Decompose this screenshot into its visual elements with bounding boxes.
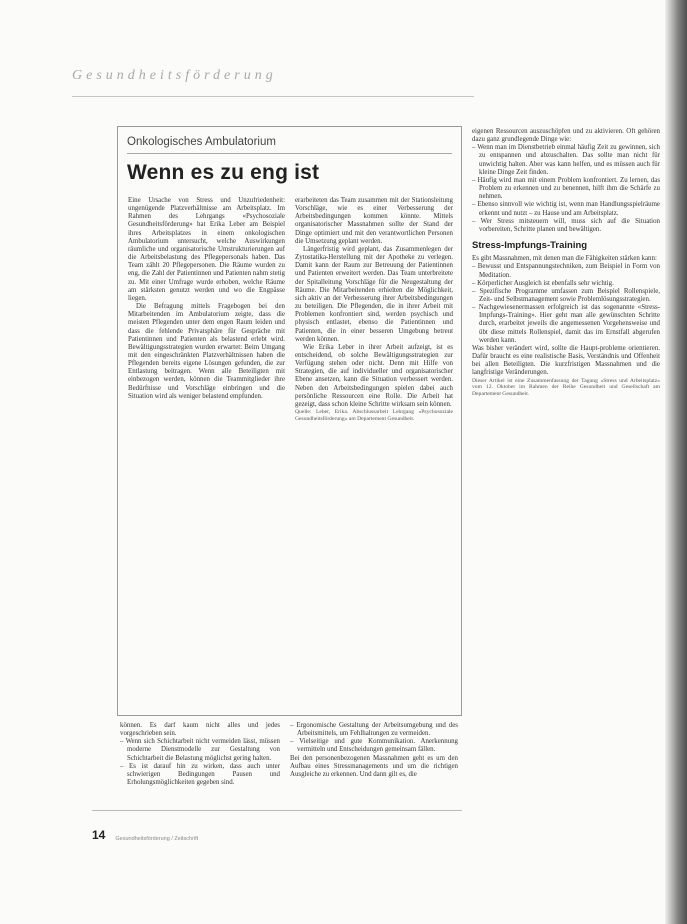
paragraph: erarbeiteten das Team zusammen mit der Stationsleitung Vorschläge, wie es einer Verbesserung der Arbeitsbedingungen kommen könnte. Mittels organisatorischer Massnahmen sollte der Stand der Dinge optimiert und mit den verantwortlichen Personen die Umsetzung geplant werden.: [295, 197, 453, 245]
paragraph: Wie Erika Leber in ihrer Arbeit aufzeigt, ist es entscheidend, ob solche Bewältigungsstrategien zur Verfügung stehen oder nicht. Denn mit Hilfe von Strategien, die auf individueller und organisatorischer Ebene ansetzen, kann die Situation verbessert werden. Neben den Arbeitsbedingungen spielen dabei auch persönliche Ressourcen eine Rolle. Die Arbeit hat gezeigt, dass schon kleine Schritte wirksam sein können.: [295, 343, 453, 408]
list-item: – Nachgewiesenermassen erfolgreich ist das sogenannte «Stress-Impfungs-Training». Hier geht man alle gewünschten Schritte durch, erarbeitet jeweils die angemessenen Vorgehensweise und übt diese mittels Rollenspiel, damit das im Ernstfall abgerufen werden kann.: [472, 304, 660, 344]
box-kicker: Onkologisches Ambulatorium: [127, 136, 276, 148]
list-item: – Es ist darauf hin zu wirken, dass auch unter schwierigen Bedingungen Pausen und Erholungsmöglichkeiten gegeben sind.: [120, 762, 280, 787]
paragraph: Die Befragung mittels Fragebogen bei den Mitarbeitenden im Ambulatorium zeigte, dass die meisten Pflegenden unter dem engen Raum leiden und dass die fehlende Privatsphäre für Gespräche mit Patientinnen und Patienten als belastend erlebt wird. Bewältigungsstrategien wurden erwartet: Beim Umgang mit den eingeschränkten Platzverhältnissen haben die Pflegenden bereits eigene Lösungen gefunden, die zur Entlastung beitragen. Wenn alle Beteiligten mit einbezogen werden, können die Teammitglieder ihre Bedürfnisse und Vorschläge einbringen und die Situation wird als weniger belastend empfunden.: [128, 303, 285, 400]
paragraph: Es gibt Massnahmen, mit denen man die Fähigkeiten stärken kann:: [472, 255, 657, 263]
magazine-page: [72, 58, 662, 858]
lower-column-1: [120, 722, 280, 832]
right-column: [472, 128, 660, 812]
list-item: – Ergonomische Gestaltung der Arbeitsumgebung und des Arbeitsmittels, um Fehlhaltungen zu vermeiden.: [290, 722, 458, 738]
paragraph: Bei den personenbezogenen Massnahmen geht es um den Aufbau eines Stressmanagements und um die richtigen Ausgleiche zu erkennen. Und dann gilt es, die: [290, 754, 458, 778]
list-item: – Wenn sich Schichtarbeit nicht vermeiden lässt, müssen moderne Dienstmodelle zur Gestaltung von Schichtarbeit die Belastung möglichst gering halten.: [120, 738, 280, 762]
article-box: [117, 126, 462, 716]
page-number: 14: [92, 828, 106, 842]
kicker-divider: [127, 153, 452, 154]
bottom-divider: [92, 810, 462, 811]
lower-column-2: [290, 722, 458, 832]
paragraph: Eine Ursache von Stress und Unzufriedenheit: ungenügende Platzverhältnisse am Arbeitsplatz. Im Rahmen des Lehrgangs «Psychosoziale Gesundheitsförderung» hat Erika Leber am Beispiel ihres Arbeitsplatzes in einem onkologischen Ambulatorium untersucht, welche Auswirkungen räumliche und organisatorische Umstrukturierungen auf die Arbeitsbelastung des Pflegepersonals haben. Das Team zählt 20 Pflegepersonen. Die Räume wurden zu eng, die Zahl der Patientinnen und Patienten nahm stetig zu. Mit einer Umfrage wurde erhoben, welche Räume am stärksten genutzt werden und wo die Engpässe liegen.: [128, 197, 285, 302]
list-item: – Körperlicher Ausgleich ist ebenfalls sehr wichtig.: [472, 279, 614, 287]
list-item: – Wer Stress mitsteuern will, muss sich auf die Situation vorbereiten, Schritte planen und bewältigen.: [472, 217, 660, 233]
list-item: – Spezifische Programme umfassen zum Beispiel Rollenspiele, Zeit- und Selbstmanagement sowie Problemlösungsstrategien.: [472, 287, 660, 303]
list-item: – Häufig wird man mit einem Problem konfrontiert. Zu lernen, das Problem zu erkennen und zu benennen, hilft ihm die Schärfe zu nehmen.: [472, 176, 660, 201]
paragraph: Längerfristig wird geplant, das Zusammenlegen der Zytostatika-Herstellung mit der Apotheke zu verlegen. Damit kann der Raum zur Betreuung der Patientinnen und Patienten erweitert werden. Das Team unterbreitete der Spitalleitung Vorschläge für die Neugestaltung der Räume. Die Mitarbeitenden erhielten die Möglichkeit, sich aktiv an der Verbesserung ihrer Arbeitsbedingungen zu beteiligen. Die Pflegenden, die in ihrer Arbeit mit Problemen konfrontiert sind, werden psychisch und physisch entlastet, ebenso die Patientinnen und Patienten, die in einer besseren Umgebung betreut werden können.: [295, 245, 453, 343]
folio-text: Gesundheitsförderung / Zeitschrift: [115, 835, 199, 842]
list-item: – Vielseitige und gute Kommunikation. Anerkennung vermitteln und Entscheidungen gemeinsam fällen.: [290, 738, 458, 754]
source-note: Dieser Artikel ist eine Zusammenfassung der Tagung «Stress und Arbeitsplatz» vom 12. Oktober im Rahmen der Reihe Gesundheit und Gesellschaft am Departement Gesundheit.: [472, 377, 660, 397]
running-head-rule: [72, 96, 474, 97]
list-item: – Bewusst und Entspannungstechniken, zum Beispiel in Form von Meditation.: [472, 263, 660, 279]
box-column-2: [295, 197, 453, 709]
section-heading: Stress-Impfungs-Training: [472, 240, 588, 252]
paragraph: eigenen Ressourcen auszuschöpfen und zu aktivieren. Oft gehören dazu ganz grundlegende Dinge wie:: [472, 128, 660, 144]
scan-shadow-edge: [665, 0, 687, 924]
list-item: – Wenn man im Dienstbetrieb einmal häufig Zeit zu gewinnen, sich zu entspannen und abzuschalten. Das sollte man nicht für unwichtig halten. Aber was kann helfen, und es müssen auch für kleine Dinge Zeit finden.: [472, 144, 660, 176]
list-item: – Ebenso sinnvoll wie wichtig ist, wenn man Handlungsspielräume erkennt und nutzt – zu Hause und am Arbeitsplatz.: [472, 201, 660, 217]
box-column-1: [128, 197, 285, 715]
box-headline: Wenn es zu eng ist: [127, 161, 320, 184]
folio: [92, 828, 198, 842]
box-footnote: Quelle: Leber, Erika. Abschlussarbeit Lehrgang «Psychosoziale Gesundheitsförderung» am Departement Gesundheit.: [295, 409, 453, 422]
paragraph: Was bisher verändert wird, sollte die Haupt-probleme orientieren. Dafür braucht es eine realistische Basis, Verständnis und Offenheit bei allen Beteiligten. Die kurzfristigen Massnahmen und die langfristige Veränderungen.: [472, 344, 660, 377]
running-head: Gesundheitsförderung: [72, 68, 277, 83]
paragraph: können. Es darf kaum nicht alles und jedes vorgeschrieben sein.: [120, 722, 280, 738]
